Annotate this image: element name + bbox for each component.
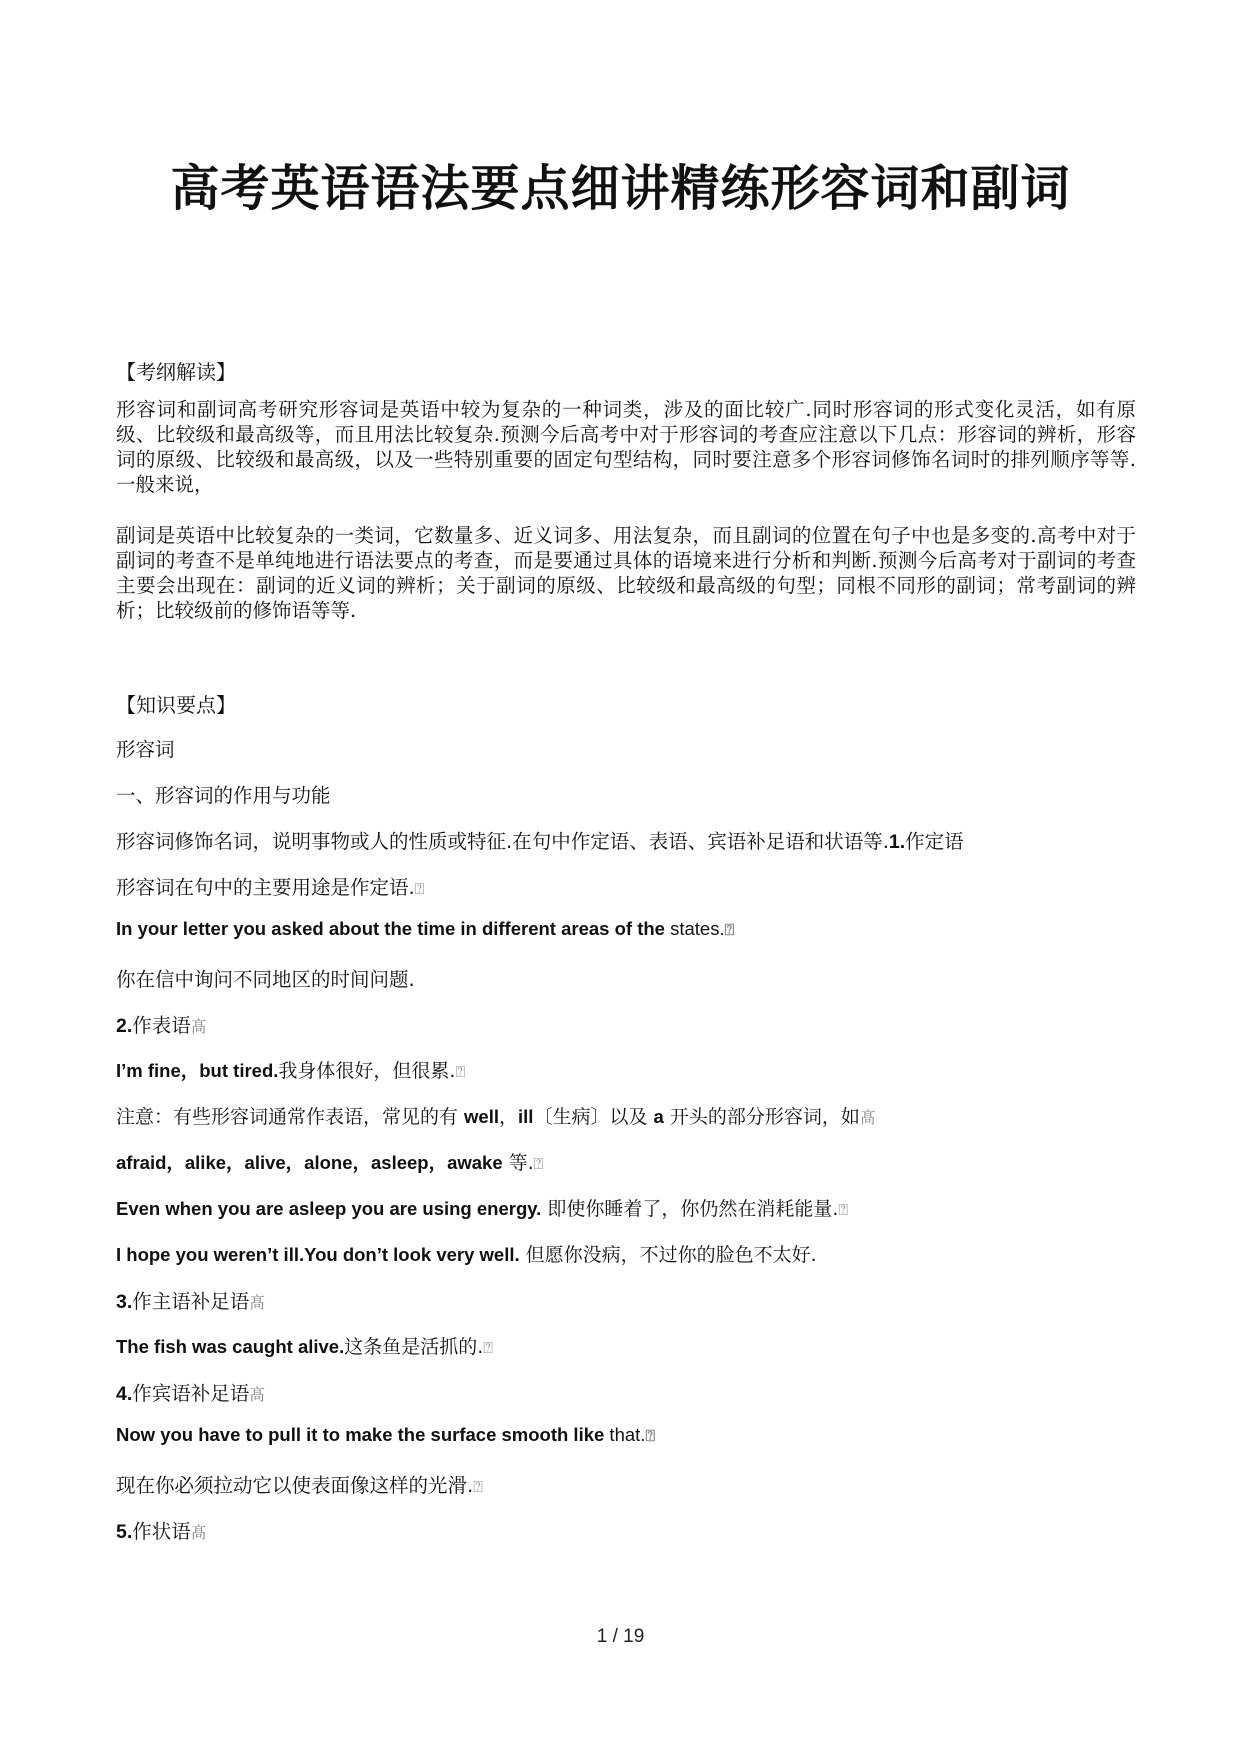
line-predicative-heading [116, 1010, 207, 1038]
text-fragment: 〔生病〕以及 [533, 1106, 654, 1128]
list-number: 3. [116, 1291, 133, 1313]
line-example-letter [116, 918, 734, 940]
text-fragment: I hope you weren’t ill.You don’t look very well. [116, 1244, 520, 1265]
list-number: 2. [116, 1015, 133, 1037]
line-object-complement-heading [116, 1378, 265, 1406]
line-subject-complement-heading [116, 1286, 265, 1314]
list-number: 4. [116, 1383, 133, 1405]
stray-glyph-icon: 髙 [249, 1293, 266, 1312]
stray-glyph-icon: 髙 [249, 1385, 266, 1404]
text-fragment: ， [499, 1106, 519, 1128]
missing-glyph-icon: ⍰ [414, 879, 425, 898]
paragraph-adverbs-overview: 副词是英语中比较复杂的一类词，它数量多、近义词多、用法复杂，而且副词的位置在句子中也是多变的.高考中对于副词的考查不是单纯地进行语法要点的考查，而是要通过具体的语境来进行分析和判断.预测今后高考对于副词的考查主要会出现在：副词的近义词的辨析；关于副词的原级、比较级和最高级的句型；同根不同形的副词；常考副词的辨析；比较级前的修饰语等等. [116, 524, 1136, 622]
text-fragment: Even when you are asleep you are using energy. [116, 1198, 542, 1219]
text-fragment: 现在你必须拉动它以使表面像这样的光滑. [116, 1474, 474, 1497]
line-example-surface-translation [116, 1470, 483, 1498]
stray-glyph-icon: 髙 [859, 1108, 876, 1127]
text-fragment: 注意：有些形容词通常作表语，常见的有 [116, 1106, 465, 1128]
text-fragment: 等. [502, 1152, 534, 1174]
line-attributive-note [116, 872, 424, 900]
missing-glyph-icon: ⍰ [724, 922, 735, 939]
text-fragment: that. [604, 1424, 646, 1445]
text-fragment: 作定语 [905, 830, 964, 853]
text-fragment: well [464, 1106, 500, 1127]
missing-glyph-icon: ⍰ [455, 1062, 466, 1081]
document-title: 高考英语语法要点细讲精练形容词和副词 [170, 159, 1071, 217]
text-fragment: states. [664, 918, 725, 939]
page-indicator: 1 / 19 [596, 1626, 645, 1647]
line-adverbial-heading [116, 1516, 207, 1544]
line-example-fine [116, 1056, 465, 1083]
line-adjective-usage [116, 826, 964, 854]
text-fragment: 作表语 [132, 1014, 191, 1037]
paragraph-adjectives-overview: 形容词和副词高考研究形容词是英语中较为复杂的一种词类，涉及的面比较广.同时形容词的形式变化灵活，如有原级、比较级和最高级等，而且用法比较复杂.预测今后高考中对于形容词的考查应注意以下几点：形容词的辨析，形容词的原级、比较级和最高级，以及一些特别重要的固定句型结构，同时要注意多个形容词修饰名词时的排列顺序等等.一般来说， [116, 398, 1136, 496]
text-fragment: 作主语补足语 [132, 1290, 250, 1313]
list-number: 5. [116, 1521, 133, 1543]
list-number: 1. [888, 831, 906, 853]
text-fragment: 我身体很好，但很累. [278, 1060, 456, 1082]
text-fragment: Now you have to pull it to make the surface smooth like [116, 1424, 605, 1445]
line-example-letter-translation: 你在信中询问不同地区的时间问题. [116, 968, 415, 991]
text-fragment: afraid，alike，alive，alone，asleep，awake [116, 1152, 503, 1173]
line-example-fish [116, 1332, 493, 1359]
text-fragment: a [653, 1106, 664, 1127]
text-fragment: 形容词在句中的主要用途是作定语. [116, 876, 415, 899]
missing-glyph-icon: ⍰ [533, 1154, 544, 1173]
line-a-adjectives-list [116, 1148, 543, 1175]
text-fragment: 形容词修饰名词，说明事物或人的性质或特征.在句中作定语、表语、宾语补足语和状语等. [116, 830, 889, 853]
section-heading-key-points: 【知识要点】 [116, 693, 236, 717]
line-adjective-function-heading: 一、形容词的作用与功能 [116, 784, 331, 807]
line-example-ill [116, 1240, 817, 1267]
text-fragment: In your letter you asked about the time in different areas of the [116, 918, 665, 939]
line-example-asleep [116, 1194, 848, 1221]
missing-glyph-icon: ⍰ [473, 1477, 483, 1496]
text-fragment: The fish was caught alive. [116, 1336, 345, 1357]
missing-glyph-icon: ⍰ [645, 1428, 656, 1445]
text-fragment: 即使你睡着了，你仍然在消耗能量. [541, 1198, 839, 1220]
text-fragment: 作宾语补足语 [132, 1382, 250, 1405]
stray-glyph-icon: 髙 [190, 1523, 207, 1542]
text-fragment: 但愿你没病，不过你的脸色不太好. [519, 1244, 817, 1266]
text-fragment: 这条鱼是活抓的. [344, 1336, 484, 1358]
line-example-surface [116, 1424, 655, 1446]
text-fragment: ill [518, 1106, 534, 1127]
line-adjective-heading: 形容词 [116, 738, 175, 761]
text-fragment: I’m fine，but tired. [116, 1060, 279, 1081]
line-predicative-note [116, 1102, 876, 1129]
stray-glyph-icon: 髙 [190, 1017, 207, 1036]
text-fragment: 作状语 [132, 1520, 191, 1543]
section-heading-syllabus: 【考纲解读】 [116, 360, 236, 384]
missing-glyph-icon: ⍰ [483, 1338, 493, 1357]
missing-glyph-icon: ⍰ [838, 1200, 849, 1219]
text-fragment: 开头的部分形容词，如 [663, 1106, 860, 1128]
